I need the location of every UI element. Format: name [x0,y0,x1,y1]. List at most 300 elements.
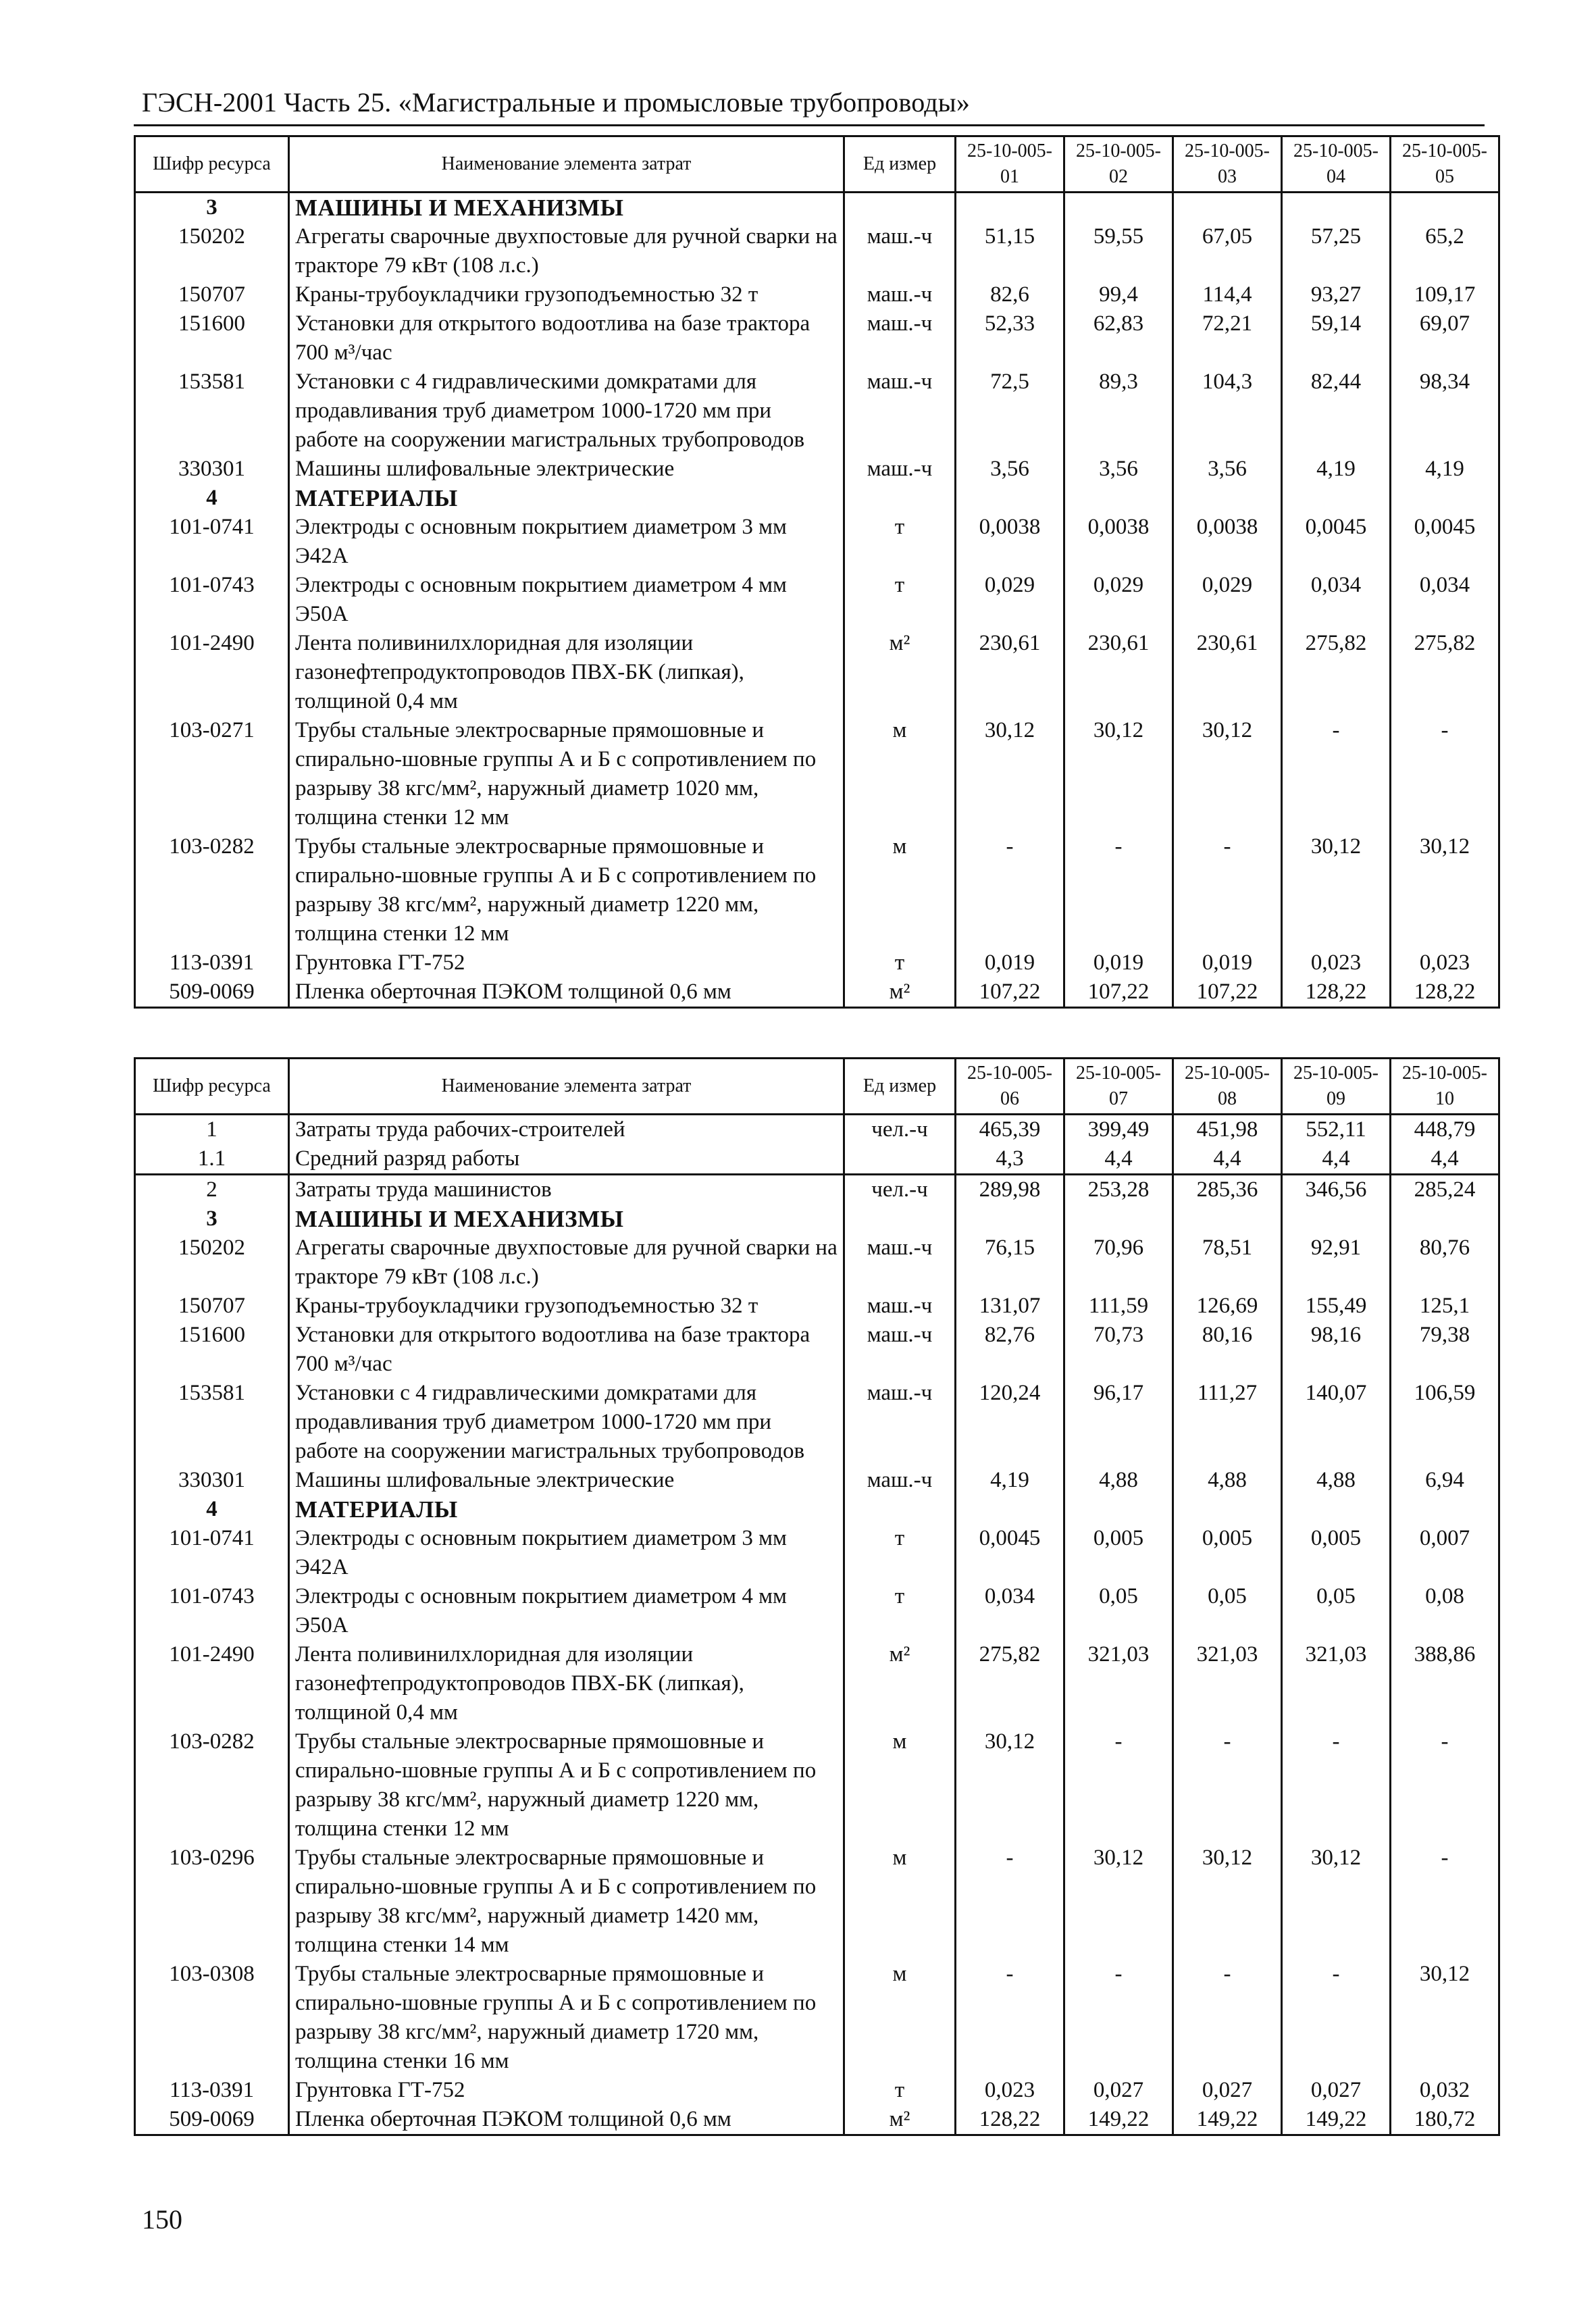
table-row [135,832,1499,948]
resource-name-cell: МАТЕРИАЛЫ [289,1495,844,1524]
resource-name-cell: Трубы стальные электросварные прямошовные и спирально-шовные группы А и Б с сопротивлением по разрыву 38 кгс/мм², наружный диаметр 1720 мм, толщина стенки 16 мм [289,1960,844,2076]
resource-code-cell: 1 [135,1115,289,1145]
value-cell: 52,33 [956,309,1064,367]
unit-cell: маш.-ч [844,455,956,484]
value-cell: 0,005 [1282,1524,1391,1582]
value-cell: 4,4 [1173,1144,1282,1175]
value-cell [1064,1204,1173,1234]
resource-name-cell: Лента поливинилхлоридная для изоляции газонефтепродуктопроводов ПВХ-БК (липкая), толщиной 0,4 мм [289,1640,844,1727]
value-cell: 106,59 [1391,1379,1499,1466]
value-cell [1173,193,1282,223]
section-row [135,193,1499,223]
resource-code-cell: 4 [135,484,289,513]
header-col-5: 25-10-005-05 [1391,136,1499,193]
value-cell: 30,12 [1282,1844,1391,1960]
value-cell: 0,023 [1391,948,1499,977]
value-cell: 114,4 [1173,280,1282,309]
resource-code-cell: 151600 [135,309,289,367]
table-row [135,1144,1499,1175]
value-cell: 0,05 [1282,1582,1391,1640]
value-cell: 0,034 [1282,571,1391,629]
table-row [135,1379,1499,1466]
resource-name-cell: Краны-трубоукладчики грузоподъемностью 32 т [289,1292,844,1321]
value-cell: 0,029 [956,571,1064,629]
value-cell: 230,61 [956,629,1064,716]
resource-name-cell: Машины шлифовальные электрические [289,1466,844,1495]
unit-cell: м² [844,1640,956,1727]
value-cell [1173,1495,1282,1524]
value-cell: 4,88 [1173,1466,1282,1495]
unit-cell: м [844,1727,956,1844]
table-body [135,193,1499,1008]
unit-cell: м [844,716,956,832]
resource-code-cell: 2 [135,1175,289,1205]
resource-code-cell: 509-0069 [135,2105,289,2135]
value-cell [1282,1204,1391,1234]
value-cell: - [1282,1960,1391,2076]
value-cell: 346,56 [1282,1175,1391,1205]
table-row [135,2076,1499,2105]
value-cell: 30,12 [956,716,1064,832]
table-row [135,1466,1499,1495]
unit-cell: т [844,513,956,571]
section-row [135,1495,1499,1524]
value-cell: 78,51 [1173,1234,1282,1292]
unit-cell [844,484,956,513]
resource-code-cell: 509-0069 [135,977,289,1008]
value-cell: 0,019 [1064,948,1173,977]
table-row [135,716,1499,832]
table-row [135,1115,1499,1145]
value-cell: 230,61 [1173,629,1282,716]
value-cell: 0,027 [1282,2076,1391,2105]
value-cell: - [956,1844,1064,1960]
unit-cell: т [844,1524,956,1582]
value-cell: 70,96 [1064,1234,1173,1292]
resource-name-cell: Электроды с основным покрытием диаметром 4 мм Э50А [289,571,844,629]
resource-name-cell: Электроды с основным покрытием диаметром 4 мм Э50А [289,1582,844,1640]
value-cell: 30,12 [1064,716,1173,832]
value-cell [1064,193,1173,223]
value-cell: 57,25 [1282,222,1391,280]
table-row [135,1640,1499,1727]
value-cell: 70,73 [1064,1321,1173,1379]
unit-cell: т [844,1582,956,1640]
table-row [135,222,1499,280]
resource-name-cell: Грунтовка ГТ-752 [289,2076,844,2105]
resource-name-cell: Установки с 4 гидравлическими домкратами для продавливания труб диаметром 1000-1720 мм при работе на сооружении магистральных трубопроводов [289,1379,844,1466]
value-cell [1064,484,1173,513]
table-row [135,1321,1499,1379]
value-cell: 126,69 [1173,1292,1282,1321]
value-cell: - [956,832,1064,948]
resource-name-cell: Грунтовка ГТ-752 [289,948,844,977]
value-cell: - [956,1960,1064,2076]
resource-code-cell: 101-0743 [135,1582,289,1640]
value-cell: 107,22 [1173,977,1282,1008]
value-cell: 321,03 [1282,1640,1391,1727]
value-cell: 111,27 [1173,1379,1282,1466]
unit-cell: маш.-ч [844,222,956,280]
value-cell: 0,023 [1282,948,1391,977]
value-cell: 451,98 [1173,1115,1282,1145]
unit-cell: маш.-ч [844,367,956,455]
value-cell: 80,16 [1173,1321,1282,1379]
resource-name-cell: Агрегаты сварочные двухпостовые для ручной сварки на тракторе 79 кВт (108 л.с.) [289,222,844,280]
value-cell: - [1173,1727,1282,1844]
value-cell: 0,007 [1391,1524,1499,1582]
page-header-title: ГЭСН-2001 Часть 25. «Магистральные и промысловые трубопроводы» [142,87,971,118]
value-cell: - [1064,832,1173,948]
value-cell: 104,3 [1173,367,1282,455]
value-cell: 30,12 [956,1727,1064,1844]
unit-cell: т [844,948,956,977]
header-name: Наименование элемента затрат [289,136,844,193]
value-cell: 4,4 [1064,1144,1173,1175]
resource-code-cell: 330301 [135,455,289,484]
value-cell: 0,05 [1173,1582,1282,1640]
resource-code-cell: 101-0741 [135,1524,289,1582]
value-cell: 59,55 [1064,222,1173,280]
header-unit: Ед измер [844,1059,956,1115]
value-cell: 59,14 [1282,309,1391,367]
value-cell: 72,21 [1173,309,1282,367]
value-cell: 109,17 [1391,280,1499,309]
value-cell: 30,12 [1173,1844,1282,1960]
table-row [135,1234,1499,1292]
resource-code-cell: 150202 [135,222,289,280]
value-cell: - [1391,716,1499,832]
resource-code-cell: 101-2490 [135,629,289,716]
resource-name-cell: Машины шлифовальные электрические [289,455,844,484]
value-cell [956,1204,1064,1234]
value-cell: 79,38 [1391,1321,1499,1379]
resource-code-cell: 101-0741 [135,513,289,571]
value-cell: 0,027 [1173,2076,1282,2105]
value-cell: 0,005 [1064,1524,1173,1582]
value-cell: 80,76 [1391,1234,1499,1292]
value-cell: 0,023 [956,2076,1064,2105]
unit-cell: м² [844,629,956,716]
resource-name-cell: Краны-трубоукладчики грузоподъемностью 32 т [289,280,844,309]
value-cell [1391,193,1499,223]
unit-cell: маш.-ч [844,1292,956,1321]
section-row [135,484,1499,513]
header-col-2: 25-10-005-02 [1064,136,1173,193]
value-cell: 98,16 [1282,1321,1391,1379]
value-cell: 321,03 [1064,1640,1173,1727]
header-col-1: 25-10-005-01 [956,136,1064,193]
resource-name-cell: Установки с 4 гидравлическими домкратами для продавливания труб диаметром 1000-1720 мм при работе на сооружении магистральных трубопроводов [289,367,844,455]
resource-code-cell: 101-2490 [135,1640,289,1727]
table-row [135,309,1499,367]
value-cell: 465,39 [956,1115,1064,1145]
value-cell: 275,82 [956,1640,1064,1727]
value-cell [1173,484,1282,513]
unit-cell: т [844,571,956,629]
unit-cell: м² [844,2105,956,2135]
value-cell: 0,0038 [956,513,1064,571]
value-cell: 0,029 [1173,571,1282,629]
table-row [135,977,1499,1008]
value-cell: 321,03 [1173,1640,1282,1727]
header-name: Наименование элемента затрат [289,1059,844,1115]
page-number: 150 [142,2204,182,2235]
resource-code-cell: 113-0391 [135,948,289,977]
resource-code-cell: 150707 [135,280,289,309]
resource-name-cell: МАШИНЫ И МЕХАНИЗМЫ [289,193,844,223]
value-cell: 0,0038 [1173,513,1282,571]
table-row [135,2105,1499,2135]
value-cell: 388,86 [1391,1640,1499,1727]
unit-cell: чел.-ч [844,1115,956,1145]
unit-cell: м [844,1960,956,2076]
value-cell: 253,28 [1064,1175,1173,1205]
table-row [135,571,1499,629]
value-cell [1282,1495,1391,1524]
unit-cell [844,193,956,223]
resource-code-cell: 150707 [135,1292,289,1321]
header-col-4: 25-10-005-09 [1282,1059,1391,1115]
value-cell: 82,6 [956,280,1064,309]
table-header-row [135,136,1499,193]
resource-name-cell: Затраты труда рабочих-строителей [289,1115,844,1145]
header-rule [134,124,1485,126]
table-row [135,629,1499,716]
value-cell [956,484,1064,513]
header-col-3: 25-10-005-08 [1173,1059,1282,1115]
table-row [135,280,1499,309]
unit-cell: маш.-ч [844,309,956,367]
value-cell: 3,56 [1173,455,1282,484]
value-cell: 107,22 [956,977,1064,1008]
value-cell: - [1173,832,1282,948]
resource-code-cell: 3 [135,193,289,223]
value-cell [1391,1495,1499,1524]
table-row [135,1292,1499,1321]
unit-cell [844,1204,956,1234]
value-cell: 149,22 [1173,2105,1282,2135]
table-row [135,1960,1499,2076]
value-cell: 30,12 [1391,832,1499,948]
value-cell [1282,484,1391,513]
value-cell: 0,005 [1173,1524,1282,1582]
value-cell: 99,4 [1064,280,1173,309]
value-cell: 285,36 [1173,1175,1282,1205]
value-cell: 4,88 [1064,1466,1173,1495]
header-col-5: 25-10-005-10 [1391,1059,1499,1115]
section-row [135,1204,1499,1234]
resource-name-cell: Пленка оберточная ПЭКОМ толщиной 0,6 мм [289,977,844,1008]
value-cell [956,193,1064,223]
value-cell: 285,24 [1391,1175,1499,1205]
value-cell: 30,12 [1391,1960,1499,2076]
resource-name-cell: Трубы стальные электросварные прямошовные и спирально-шовные группы А и Б с сопротивлением по разрыву 38 кгс/мм², наружный диаметр 1220 мм, толщина стенки 12 мм [289,832,844,948]
table-row [135,948,1499,977]
value-cell [1173,1204,1282,1234]
value-cell: 128,22 [1391,977,1499,1008]
value-cell: - [1282,1727,1391,1844]
value-cell: - [1391,1727,1499,1844]
value-cell: 0,0045 [1391,513,1499,571]
value-cell: 93,27 [1282,280,1391,309]
unit-cell: м² [844,977,956,1008]
unit-cell [844,1144,956,1175]
value-cell: 4,19 [1391,455,1499,484]
table-row [135,1844,1499,1960]
unit-cell [844,1495,956,1524]
value-cell: 128,22 [956,2105,1064,2135]
value-cell: 230,61 [1064,629,1173,716]
value-cell: - [1391,1844,1499,1960]
value-cell: 72,5 [956,367,1064,455]
value-cell: 89,3 [1064,367,1173,455]
table-row [135,1175,1499,1205]
value-cell [1391,1204,1499,1234]
table-row [135,455,1499,484]
header-col-4: 25-10-005-04 [1282,136,1391,193]
value-cell: 0,019 [1173,948,1282,977]
value-cell: - [1173,1960,1282,2076]
header-col-3: 25-10-005-03 [1173,136,1282,193]
value-cell: 0,032 [1391,2076,1499,2105]
value-cell: 0,034 [1391,571,1499,629]
value-cell: 125,1 [1391,1292,1499,1321]
value-cell: 30,12 [1282,832,1391,948]
header-col-1: 25-10-005-06 [956,1059,1064,1115]
table-header-row [135,1059,1499,1115]
value-cell: 448,79 [1391,1115,1499,1145]
resource-code-cell: 151600 [135,1321,289,1379]
value-cell: 92,91 [1282,1234,1391,1292]
table-row [135,513,1499,571]
value-cell: 67,05 [1173,222,1282,280]
resource-code-cell: 101-0743 [135,571,289,629]
value-cell: 155,49 [1282,1292,1391,1321]
value-cell: 6,94 [1391,1466,1499,1495]
resource-code-cell: 103-0271 [135,716,289,832]
value-cell: 0,0045 [1282,513,1391,571]
value-cell: 289,98 [956,1175,1064,1205]
resource-code-cell: 153581 [135,1379,289,1466]
value-cell: 0,0045 [956,1524,1064,1582]
value-cell: 111,59 [1064,1292,1173,1321]
resource-name-cell: Установки для открытого водоотлива на базе трактора 700 м³/час [289,1321,844,1379]
unit-cell: маш.-ч [844,1234,956,1292]
resource-name-cell: Трубы стальные электросварные прямошовные и спирально-шовные группы А и Б с сопротивлением по разрыву 38 кгс/мм², наружный диаметр 1420 мм, толщина стенки 14 мм [289,1844,844,1960]
value-cell: 65,2 [1391,222,1499,280]
value-cell: 98,34 [1391,367,1499,455]
value-cell: 4,19 [1282,455,1391,484]
value-cell: 399,49 [1064,1115,1173,1145]
unit-cell: м [844,1844,956,1960]
resource-name-cell: Трубы стальные электросварные прямошовные и спирально-шовные группы А и Б с сопротивлением по разрыву 38 кгс/мм², наружный диаметр 1020 мм, толщина стенки 12 мм [289,716,844,832]
value-cell: 3,56 [956,455,1064,484]
value-cell: 149,22 [1064,2105,1173,2135]
table-row [135,1727,1499,1844]
value-cell: 0,08 [1391,1582,1499,1640]
table-row [135,367,1499,455]
resource-code-cell: 330301 [135,1466,289,1495]
value-cell [1282,193,1391,223]
value-cell: 275,82 [1282,629,1391,716]
value-cell: 4,4 [1391,1144,1499,1175]
resource-name-cell: МАШИНЫ И МЕХАНИЗМЫ [289,1204,844,1234]
unit-cell: маш.-ч [844,1321,956,1379]
value-cell: 0,0038 [1064,513,1173,571]
header-unit: Ед измер [844,136,956,193]
value-cell: - [1282,716,1391,832]
value-cell: 0,027 [1064,2076,1173,2105]
resource-code-cell: 153581 [135,367,289,455]
table-row [135,1524,1499,1582]
resource-table-top [134,135,1500,1009]
value-cell: 140,07 [1282,1379,1391,1466]
unit-cell: маш.-ч [844,1379,956,1466]
resource-name-cell: Пленка оберточная ПЭКОМ толщиной 0,6 мм [289,2105,844,2135]
resource-name-cell: МАТЕРИАЛЫ [289,484,844,513]
value-cell: 82,44 [1282,367,1391,455]
value-cell: 4,19 [956,1466,1064,1495]
value-cell [956,1495,1064,1524]
unit-cell: маш.-ч [844,280,956,309]
header-code: Шифр ресурса [135,136,289,193]
resource-code-cell: 103-0282 [135,832,289,948]
value-cell: 128,22 [1282,977,1391,1008]
value-cell: 0,05 [1064,1582,1173,1640]
resource-table-bottom [134,1057,1500,2136]
value-cell: 180,72 [1391,2105,1499,2135]
unit-cell: маш.-ч [844,1466,956,1495]
value-cell: 96,17 [1064,1379,1173,1466]
value-cell: 275,82 [1391,629,1499,716]
value-cell: 0,034 [956,1582,1064,1640]
table-row [135,1582,1499,1640]
header-col-2: 25-10-005-07 [1064,1059,1173,1115]
unit-cell: м [844,832,956,948]
value-cell: - [1064,1727,1173,1844]
value-cell: 131,07 [956,1292,1064,1321]
value-cell: 149,22 [1282,2105,1391,2135]
resource-name-cell: Установки для открытого водоотлива на базе трактора 700 м³/час [289,309,844,367]
unit-cell: чел.-ч [844,1175,956,1205]
value-cell [1391,484,1499,513]
value-cell [1064,1495,1173,1524]
value-cell: 4,3 [956,1144,1064,1175]
value-cell: 30,12 [1064,1844,1173,1960]
resource-code-cell: 103-0282 [135,1727,289,1844]
value-cell: 76,15 [956,1234,1064,1292]
value-cell: 4,4 [1282,1144,1391,1175]
value-cell: 4,88 [1282,1466,1391,1495]
resource-code-cell: 150202 [135,1234,289,1292]
resource-code-cell: 103-0296 [135,1844,289,1960]
resource-name-cell: Электроды с основным покрытием диаметром 3 мм Э42А [289,1524,844,1582]
resource-code-cell: 3 [135,1204,289,1234]
resource-name-cell: Трубы стальные электросварные прямошовные и спирально-шовные группы А и Б с сопротивлением по разрыву 38 кгс/мм², наружный диаметр 1220 мм, толщина стенки 12 мм [289,1727,844,1844]
resource-name-cell: Затраты труда машинистов [289,1175,844,1205]
resource-name-cell: Средний разряд работы [289,1144,844,1175]
value-cell: 62,83 [1064,309,1173,367]
resource-name-cell: Электроды с основным покрытием диаметром 3 мм Э42А [289,513,844,571]
resource-code-cell: 103-0308 [135,1960,289,2076]
value-cell: 120,24 [956,1379,1064,1466]
resource-name-cell: Лента поливинилхлоридная для изоляции газонефтепродуктопроводов ПВХ-БК (липкая), толщиной 0,4 мм [289,629,844,716]
value-cell: 69,07 [1391,309,1499,367]
resource-name-cell: Агрегаты сварочные двухпостовые для ручной сварки на тракторе 79 кВт (108 л.с.) [289,1234,844,1292]
resource-code-cell: 1.1 [135,1144,289,1175]
value-cell: 82,76 [956,1321,1064,1379]
